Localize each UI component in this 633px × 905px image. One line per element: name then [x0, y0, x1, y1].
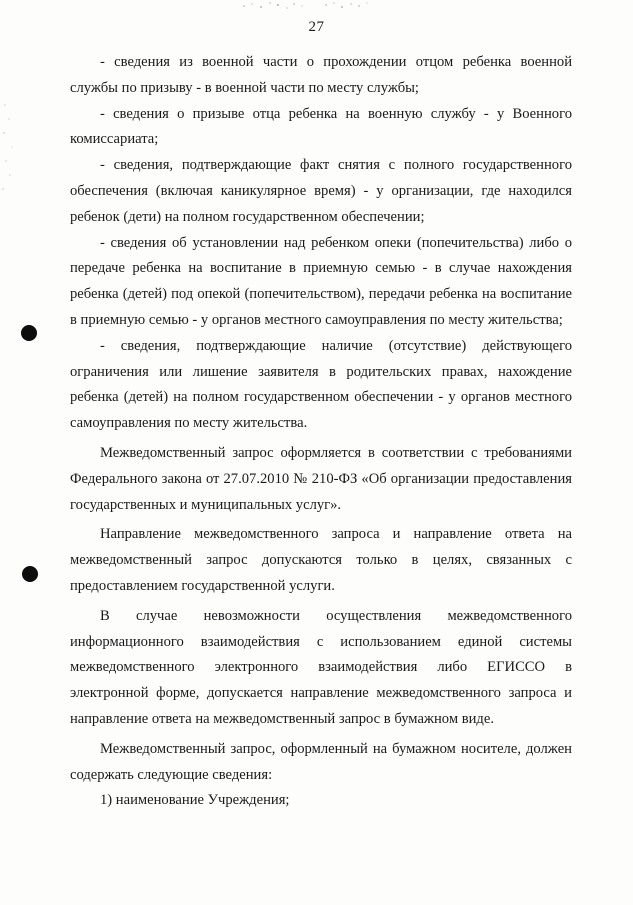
punch-hole-mark [22, 566, 38, 582]
paragraph-request-purpose: Направление межведомственного запроса и направление ответа на межведомственный запрос допускаются только в целях, связанных с предоставлением государственной услуги. [70, 526, 572, 594]
list-item-military-service: - сведения из военной части о прохождении отцом ребенка военной службы по призыву - в военной части по месту службы; [70, 54, 572, 96]
list-item-conscription: - сведения о призыве отца ребенка на военную службу - у Военного комиссариата; [70, 105, 572, 148]
list-item-parental-rights: - сведения, подтверждающие наличие (отсутствие) действующего ограничения или лишение заявителя в родительских правах, нахождение ребенка (детей) на полном государственном обеспечении - у органов местного самоуправления по месту жительства. [70, 337, 572, 432]
punch-hole-mark [21, 325, 37, 341]
document-body [70, 50, 572, 814]
scan-noise-left [0, 95, 40, 205]
paragraph-paper-request: Межведомственный запрос, оформленный на бумажном носителе, должен содержать следующие сведения: [70, 740, 572, 783]
paragraph-paper-form: В случае невозможности осуществления межведомственного информационного взаимодействия с использованием единой системы межведомственного электронного взаимодействия либо ЕГИССО в электронной форме, допускается направление межведомственного запроса и направление ответа на межведомственный запрос в бумажном виде. [70, 607, 572, 727]
scan-noise-top [230, 0, 380, 14]
list-item-institution-name: 1) наименование Учреждения; [100, 792, 290, 809]
page-number: 27 [308, 19, 325, 35]
list-item-guardianship: - сведения об установлении над ребенком опеки (попечительства) либо о передаче ребенка на воспитание в приемную семью - в случае нахождения ребенка (детей) под опекой (попечительством), передачи ребенка на воспитание в приемную семью - у органов местного самоуправления по месту жительства; [70, 234, 572, 328]
paragraph-request-law: Межведомственный запрос оформляется в соответствии с требованиями Федерального закона от 27.07.2010 № 210-ФЗ «Об организации предоставления государственных и муниципальных услуг». [70, 444, 572, 513]
list-item-state-support: - сведения, подтверждающие факт снятия с полного государственного обеспечения (включая каникулярное время) - у организации, где находился ребенок (дети) на полном государственном обеспечении; [70, 157, 572, 225]
